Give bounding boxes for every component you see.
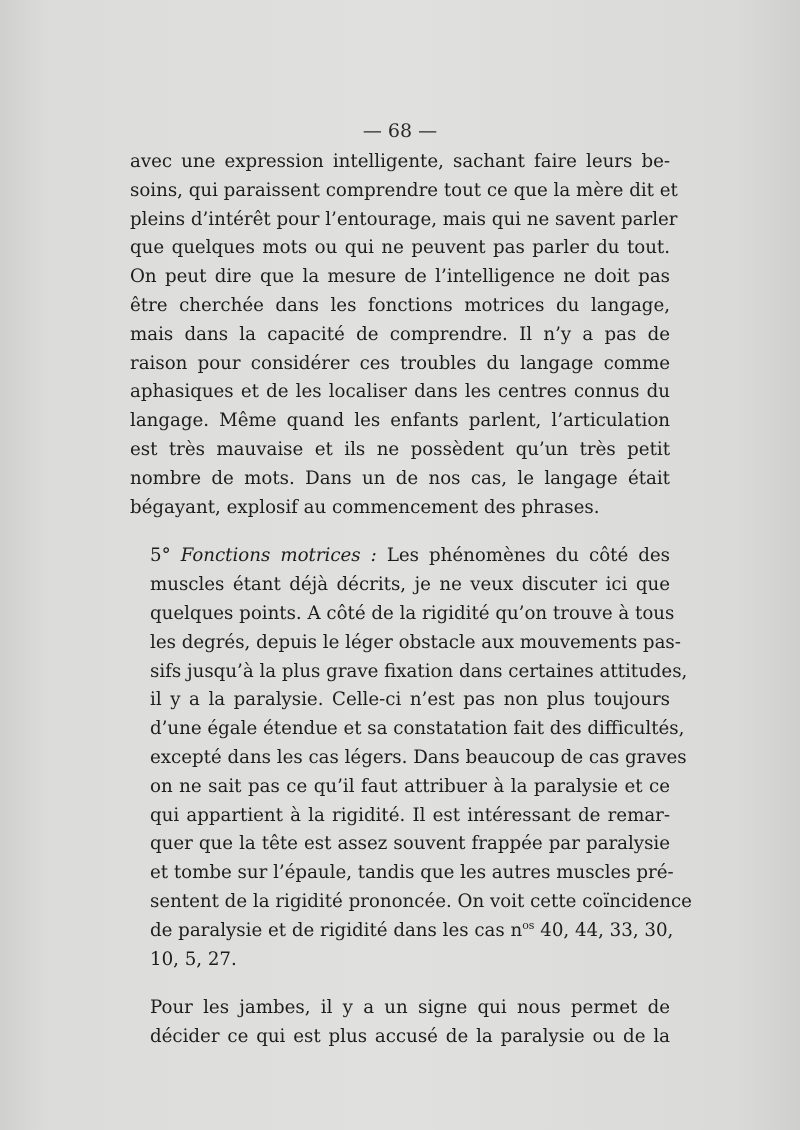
text-line: sentent de la rigidité prononcée. On voit cette coïncidence bbox=[150, 890, 692, 912]
paragraph-3 bbox=[130, 994, 670, 1052]
text-line: les degrés, depuis le léger obstacle aux mouvements pas- bbox=[150, 631, 681, 653]
text-fragment: Les phénomènes du côté des bbox=[386, 545, 670, 567]
text-line: sifs jusqu’à la plus grave fixation dans certaines attitudes, bbox=[150, 660, 688, 682]
text-line: soins, qui paraissent comprendre tout ce que la mère dit et bbox=[130, 179, 678, 201]
text-line: que quelques mots ou qui ne peuvent pas parler du tout. bbox=[130, 237, 670, 259]
text-line: bégayant, explosif au commencement des phrases. bbox=[130, 496, 600, 518]
text-line: aphasiques et de les localiser dans les centres connus du bbox=[130, 381, 670, 403]
text-line: il y a la paralysie. Celle-ci n’est pas non plus toujours bbox=[150, 689, 670, 711]
text-line bbox=[130, 917, 674, 946]
text-line: être cherchée dans les fonctions motrices du langage, bbox=[130, 294, 670, 316]
text-line: pleins d’intérêt pour l’entourage, mais qui ne savent parler bbox=[130, 208, 678, 230]
page-number: — 68 — bbox=[362, 120, 438, 142]
text-line: est très mauvaise et ils ne possèdent qu’un très petit bbox=[130, 438, 670, 460]
text-fragment: de paralysie et de rigidité dans les cas n bbox=[150, 919, 523, 941]
superscript: os bbox=[522, 918, 535, 932]
paragraph-2 bbox=[130, 542, 692, 974]
text-line: quelques points. A côté de la rigidité qu’on trouve à tous bbox=[150, 602, 675, 624]
text-line: langage. Même quand les enfants parlent, l’articulation bbox=[130, 410, 670, 432]
text-line: muscles étant déjà décrits, je ne veux discuter ici que bbox=[150, 574, 670, 596]
text-line: qui appartient à la rigidité. Il est intéressant de remar- bbox=[150, 804, 670, 826]
case-numbers: 40, 44, 33, 30, bbox=[540, 919, 674, 941]
text-line: excepté dans les cas légers. Dans beaucoup de cas graves bbox=[150, 746, 687, 768]
text-line: Pour les jambes, il y a un signe qui nous permet de bbox=[150, 997, 670, 1019]
section-heading: Fonctions motrices : bbox=[180, 545, 377, 567]
section-number: 5° bbox=[150, 545, 171, 567]
paragraph-1 bbox=[130, 148, 678, 522]
text-line bbox=[130, 542, 670, 571]
text-line: et tombe sur l’épaule, tandis que les autres muscles pré- bbox=[150, 862, 674, 884]
text-line: quer que la tête est assez souvent frappée par paralysie bbox=[150, 833, 670, 855]
text-line: raison pour considérer ces troubles du langage comme bbox=[130, 352, 670, 374]
text-line: 10, 5, 27. bbox=[150, 948, 237, 970]
text-line: on ne sait pas ce qu’il faut attribuer à la paralysie et ce bbox=[150, 775, 670, 797]
text-line: décider ce qui est plus accusé de la paralysie ou de la bbox=[150, 1026, 670, 1048]
text-line: On peut dire que la mesure de l’intelligence ne doit pas bbox=[130, 266, 670, 288]
body-text bbox=[130, 148, 692, 1052]
text-line: nombre de mots. Dans un de nos cas, le langage était bbox=[130, 467, 670, 489]
text-line: d’une égale étendue et sa constatation fait des difficultés, bbox=[150, 718, 685, 740]
text-line: avec une expression intelligente, sachant faire leurs be- bbox=[130, 151, 670, 172]
text-line: mais dans la capacité de comprendre. Il n’y a pas de bbox=[130, 323, 670, 345]
